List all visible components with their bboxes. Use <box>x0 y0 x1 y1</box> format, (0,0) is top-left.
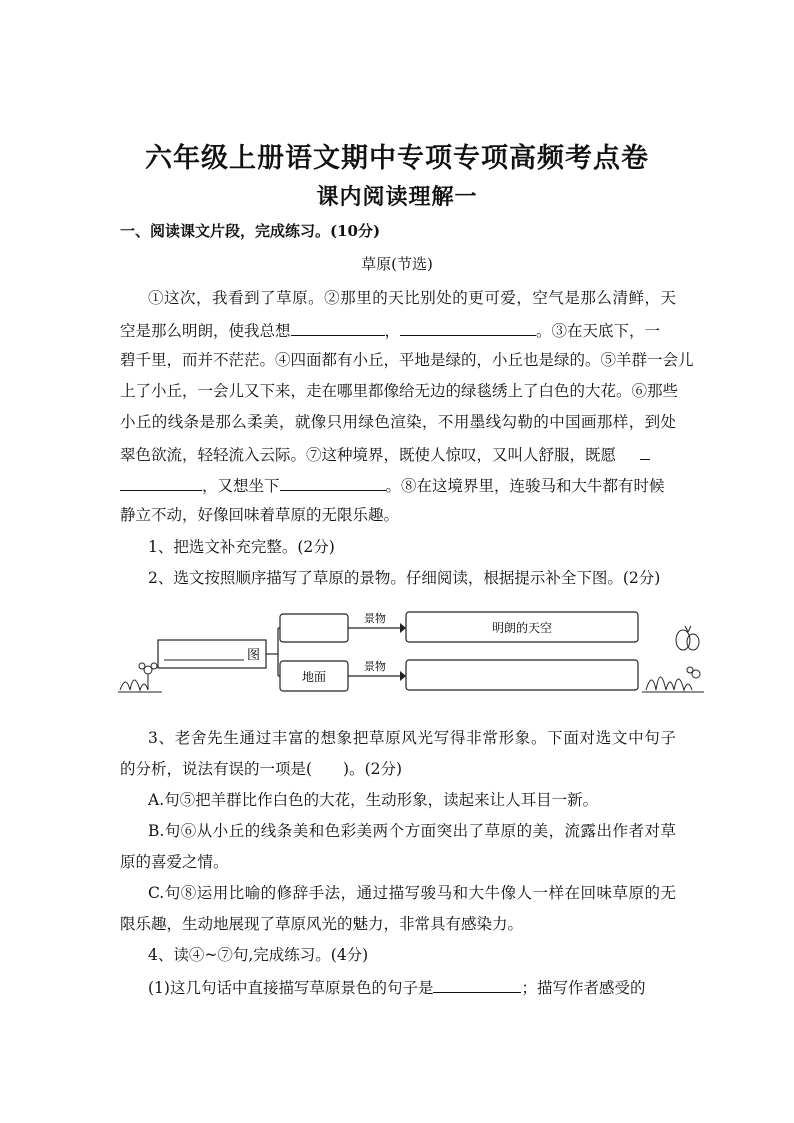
question-text: (1)这几句话中直接描写草原景色的句子是 <box>148 979 434 997</box>
question-3-stem: 3、老舍先生通过丰富的想象把草原风光写得非常形象。下面对选文中句子 <box>148 729 676 747</box>
passage-line: 静立不动，好像回味着草原的无限乐趣。 <box>120 506 400 524</box>
grass-decoration-left-icon <box>118 663 162 692</box>
option-a[interactable]: A.句⑤把羊群比作白色的大花，生动形象，读起来让人耳目一新。 <box>148 791 599 809</box>
grass-butterfly-decoration-icon <box>642 626 704 692</box>
answer-blank[interactable] <box>291 319 385 336</box>
question-3-stem: 的分析，说法有误的一项是( )。(2分) <box>120 760 403 778</box>
passage-text: 。③在天底下，一 <box>536 322 661 340</box>
passage-text: 翠色欲流，轻轻流入云际。⑦这种境界，既使人惊叹，又叫人舒服，既愿 <box>120 446 617 464</box>
sky-scene-label: 明朗的天空 <box>491 621 553 635</box>
question-4-sub1 <box>120 976 704 998</box>
passage-line: 上了小丘，一会儿又下来，走在哪里都像给无边的绿毯绣上了白色的大花。⑥那些 <box>120 382 679 400</box>
passage-line: 碧千里，而并不茫茫。④四面都有小丘，平地是绿的，小丘也是绿的。⑤羊群一会儿 <box>120 351 694 369</box>
question-2: 2、选文按照顺序描写了草原的景物。仔细阅读，根据提示补全下图。(2分) <box>148 569 661 587</box>
passage-line <box>120 443 676 465</box>
sky-category-box[interactable] <box>280 614 348 642</box>
option-b[interactable]: B.句⑥从小丘的线条美和色彩美两个方面突出了草原的美，流露出作者对草 <box>148 822 676 840</box>
passage-text: ， <box>384 322 401 340</box>
answer-blank[interactable] <box>400 319 536 336</box>
ground-label: 地面 <box>301 670 327 684</box>
question-1: 1、把选文补充完整。(2分) <box>148 538 335 556</box>
root-suffix: 图 <box>247 648 261 663</box>
question-4: 4、读④~⑦句,完成练习。(4分) <box>148 946 369 964</box>
question-text: ；描写作者感受的 <box>521 979 646 997</box>
flow-diagram <box>118 604 704 700</box>
passage-text: 。⑧在这境界里，连骏马和大牛都有时候 <box>385 477 665 495</box>
ground-scene-box[interactable] <box>406 660 638 690</box>
scenery-label-bottom: 景物 <box>364 660 386 673</box>
option-b-cont: 原的喜爱之情。 <box>120 853 229 871</box>
answer-blank[interactable] <box>120 474 202 491</box>
page-title: 六年级上册语文期中专项专项高频考点卷 <box>145 143 649 174</box>
passage-line <box>120 474 676 496</box>
answer-blank[interactable] <box>640 443 650 460</box>
passage-line <box>120 319 676 341</box>
passage-text: 空是那么明朗，使我总想 <box>120 322 291 340</box>
answer-blank[interactable] <box>433 976 521 993</box>
passage-line: 小丘的线条是那么柔美，就像只用绿色渲染，不用墨线勾勒的中国画那样，到处 <box>120 413 676 431</box>
scenery-label-top: 景物 <box>364 612 386 625</box>
passage-line: ①这次，我看到了草原。②那里的天比别处的更可爱，空气是那么清鲜，天 <box>148 289 676 307</box>
option-c[interactable]: C.句⑧运用比喻的修辞手法，通过描写骏马和大牛像人一样在回味草原的无 <box>148 884 676 902</box>
passage-text: ，又想坐下 <box>202 477 280 495</box>
answer-blank[interactable] <box>280 474 386 491</box>
section-heading: 一、阅读课文片段，完成练习。(10分) <box>120 222 381 240</box>
page-subtitle: 课内阅读理解一 <box>316 185 478 210</box>
option-c-cont: 限乐趣，生动地展现了草原风光的魅力，非常具有感染力。 <box>120 915 524 933</box>
passage-title: 草原(节选) <box>361 255 433 273</box>
